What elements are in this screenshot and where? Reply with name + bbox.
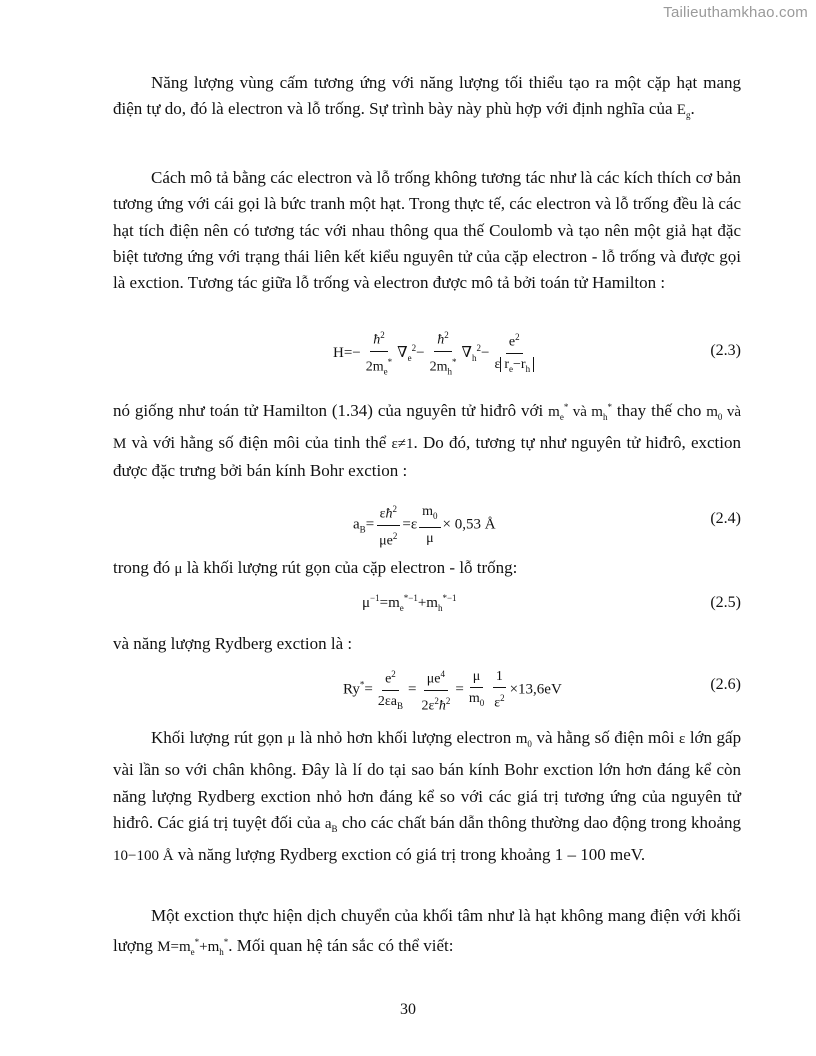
paragraph-exciton-motion: Một exction thực hiện dịch chuyển của khối tâm như là hạt không mang điện với khối lượng $M=m_e^*+m_h^*$. Mối quan hệ tán sắc có thể viết: [113, 906, 741, 958]
paragraph-rydberg-intro: và năng lượng Rydberg exction là : [113, 634, 353, 653]
equation-bohr-radius: $a_B=$ $\frac{\varepsilon ħ^2}{\mu e^2}$ =ε $\frac{m_0}{\mu}$ × 0,53 Å [353, 500, 496, 550]
paragraph-hamilton-compare: nó giống như toán tử Hamilton (1.34) của nguyên tử hiđrô với $m_e^*$ và $m_h^*$ thay thế cho $m_0$ và M và với hằng số điện môi của tinh thể ε≠1. Do đó, tương tự như nguyên tử hiđrô, exction được đặc trưng bởi bán kính Bohr exction : [113, 401, 741, 480]
paragraph-exciton-intro: Cách mô tả bằng các electron và lỗ trống không tương tác như là các kích thích cơ bản tương ứng với cái gọi là bức tranh một hạt. Trong thực tế, các electron và lỗ trống đều là các hạt tích điện nên có tương tác với nhau thông qua thế Coulomb và tạo nên một giả hạt đặc biệt tương ứng với trạng thái liên kết kiểu nguyên tử của cặp electron - lỗ trống và được gọi là exction. Tương tác giữa lỗ trống và electron được mô tả bởi toán tử Hamilton : [113, 168, 741, 293]
page-number: 30 [400, 1001, 416, 1018]
watermark: Tailieuthamkhao.com [663, 4, 808, 21]
paragraph-bandgap: Năng lượng vùng cấm tương ứng với năng lượng tối thiểu tạo ra một cặp hạt mang điện tự do, đó là electron và lỗ trống. Sự trình bày này phù hợp với định nghĩa của $E_g$. [113, 73, 741, 121]
paragraph-reduced-mass-discussion: Khối lượng rút gọn μ là nhỏ hơn khối lượng electron $m_0$ và hằng số điện môi ε lớn gấp vài lần so với chân không. Đây là lí do tại sao bán kính Bohr exction lớn hơn đáng kể còn năng lượng Rydberg exction nhỏ hơn đáng kể so với các giá trị tương ứng của nguyên tử hiđrô. Các giá trị tuyệt đối của $a_B$ cho các chất bán dẫn thông thường dao động trong khoảng 10−100 Å và năng lượng Rydberg exction có giá trị trong khoảng 1 – 100 meV. [113, 728, 742, 865]
symbol-eg: $E_g$ [676, 102, 691, 121]
equation-number-2-6: (2.6) [710, 676, 741, 693]
equation-rydberg-energy: Ry*= $\frac{e^2}{2\varepsilon a_B}$ = $\frac{\mu e^4}{2\varepsilon^2ħ^2}$ = $\frac{\mu}{m_0}$ $\frac{1}{\varepsilon^2}$ ×13,6eV [343, 665, 562, 715]
equation-number-2-5: (2.5) [710, 594, 741, 611]
equation-number-2-3: (2.3) [710, 342, 741, 359]
paragraph-reduced-mass: trong đó μ là khối lượng rút gọn của cặp electron - lỗ trống: [113, 558, 518, 577]
equation-reduced-mass: $\mu^{-1}=m_e^{*-1}+m_h^{*-1}$ [362, 593, 457, 613]
equation-number-2-4: (2.4) [710, 510, 741, 527]
equation-hamiltonian: H=− $\frac{ħ^2}{2m_e^*}$ $\nabla_e^2-$ $\frac{ħ^2}{2m_h^*}$ $\nabla_h^2-$ $\frac{e^2}{\varepsilon r_e-r_h}$ [333, 326, 539, 381]
